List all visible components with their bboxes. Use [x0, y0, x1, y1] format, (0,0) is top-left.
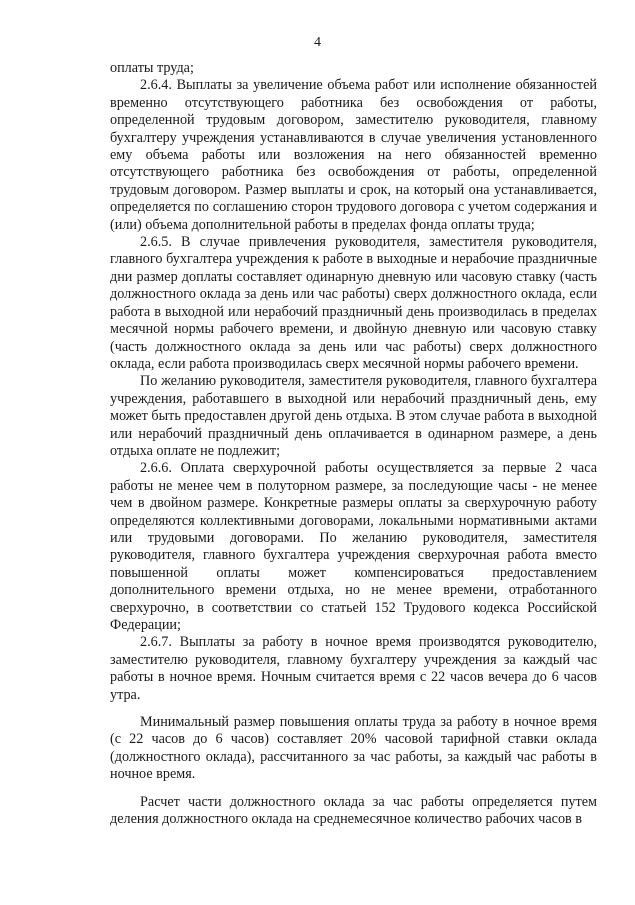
paragraph-2-6-7: 2.6.7. Выплаты за работу в ночное время производятся руководителю, заместителю руководителя, главному бухгалтеру учреждения за каждый час работы в ночное время. Ночным считается время с 22 часов вечера до 6 часов утра.: [110, 634, 597, 703]
paragraph-2-6-4: 2.6.4. Выплаты за увеличение объема работ или исполнение обязанностей временно отсутствующего работника без освобождения от работы, определенной трудовым договором, заместителю руководителя, главному бухгалтеру учреждения устанавливаются в случае увеличения установленного ему объема работы или возложения на него обязанностей временно отсутствующего работника без освобождения от работы, определенной трудовым договором. Размер выплаты и срок, на который она устанавливается, определяется по соглашению сторон трудового договора с учетом содержания и (или) объема дополнительной работы в пределах фонда оплаты труда;: [110, 77, 597, 233]
page-number: 4: [314, 35, 321, 50]
document-body: [110, 60, 597, 828]
paragraph-2-6-5: 2.6.5. В случае привлечения руководителя, заместителя руководителя, главного бухгалтера учреждения к работе в выходные и нерабочие праздничные дни размер доплаты составляет одинарную дневную или часовую ставку (часть должностного оклада за день или час работы) сверх должностного оклада, если работа в выходной или нерабочий праздничный день производилась в пределах месячной нормы рабочего времени, и двойную дневную или часовую ставку (часть должностного оклада за день или час работы) сверх должностного оклада, если работа производилась сверх месячной нормы рабочего времени.: [110, 234, 597, 372]
paragraph-2-6-6: 2.6.6. Оплата сверхурочной работы осуществляется за первые 2 часа работы не менее чем в полуторном размере, за последующие часы - не менее чем в двойном размере. Конкретные размеры оплаты за сверхурочную работу определяются коллективными договорами, локальными нормативными актами или трудовыми договорами. По желанию руководителя, заместителя руководителя, главного бухгалтера учреждения сверхурочная работа вместо повышенной оплаты может компенсироваться предоставлением дополнительного времени отдыха, но не менее времени, отработанного сверхурочно, в соответствии со статьей 152 Трудового кодекса Российской Федерации;: [110, 460, 597, 633]
paragraph-night-minimum: Минимальный размер повышения оплаты труда за работу в ночное время (с 22 часов до 6 часов) составляет 20% часовой тарифной ставки оклада (должностного оклада), рассчитанного за час работы, за каждый час работы в ночное время.: [110, 714, 597, 783]
paragraph-continuation: оплаты труда;: [110, 60, 194, 76]
paragraph-day-off: По желанию руководителя, заместителя руководителя, главного бухгалтера учреждения, работавшего в выходной или нерабочий праздничный день, ему может быть предоставлен другой день отдыха. В этом случае работа в выходной или нерабочий праздничный день оплачивается в одинарном размере, а день отдыха оплате не подлежит;: [110, 373, 597, 459]
paragraph-hourly-calculation: Расчет части должностного оклада за час работы определяется путем деления должностного оклада на среднемесячное количество рабочих часов в: [110, 793, 597, 828]
